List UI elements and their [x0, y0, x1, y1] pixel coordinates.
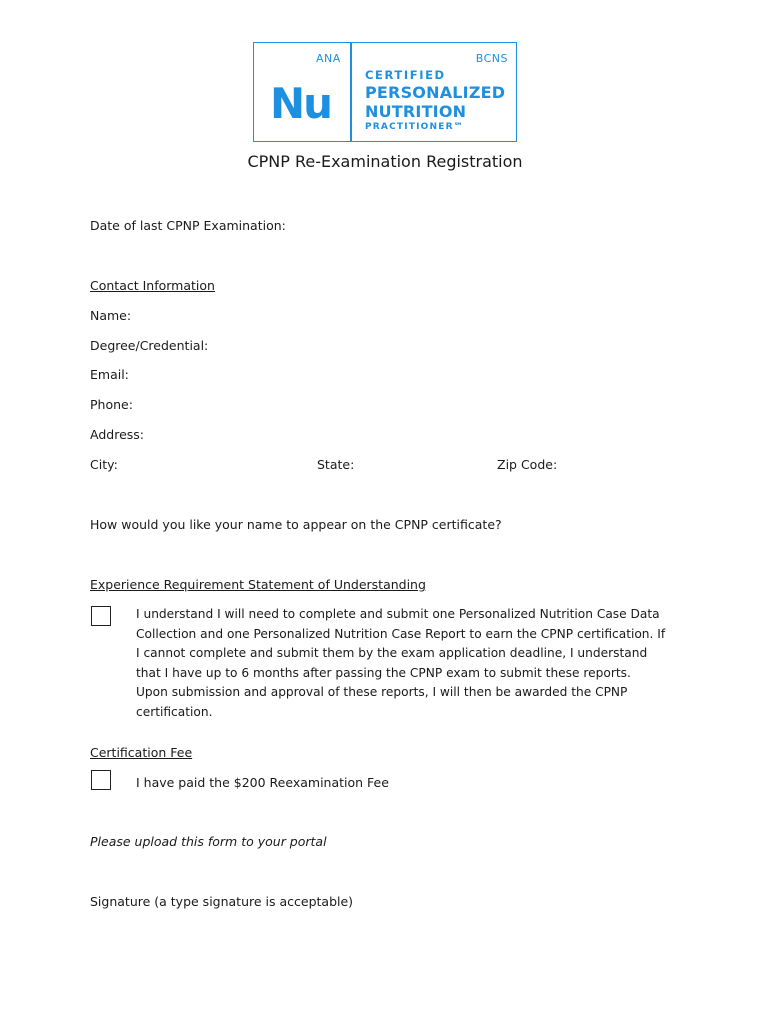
- logo-bcns: BCNS: [475, 52, 508, 65]
- logo-practitioner: PRACTITIONER℠: [365, 122, 465, 132]
- experience-understanding-checkbox[interactable]: [91, 606, 111, 626]
- certificate-name-question: How would you like your name to appear on the CPNP certificate?: [90, 517, 502, 532]
- signature-label: Signature (a type signature is acceptable): [90, 894, 354, 909]
- upload-note: Please upload this form to your portal: [90, 834, 327, 849]
- certification-fee-heading: Certification Fee: [90, 745, 193, 760]
- degree-credential-label: Degree/Credential:: [90, 338, 209, 353]
- name-label: Name:: [90, 308, 132, 323]
- logo-personalized: PERSONALIZED: [365, 83, 506, 102]
- phone-label: Phone:: [90, 397, 133, 412]
- zip-code-label: Zip Code:: [497, 457, 558, 472]
- fee-paid-statement: I have paid the $200 Reexamination Fee: [136, 775, 389, 790]
- form-title: CPNP Re-Examination Registration: [247, 152, 523, 171]
- logo-ana: ANA: [316, 52, 341, 65]
- cpnp-logo: [253, 42, 517, 142]
- logo-divider: [350, 43, 352, 141]
- last-exam-date-label: Date of last CPNP Examination:: [90, 218, 286, 233]
- email-label: Email:: [90, 367, 129, 382]
- contact-info-heading: Contact Information: [90, 278, 215, 293]
- logo-nutrition: NUTRITION: [365, 102, 467, 121]
- experience-heading: Experience Requirement Statement of Understanding: [90, 577, 426, 592]
- city-label: City:: [90, 457, 118, 472]
- address-label: Address:: [90, 427, 144, 442]
- fee-paid-checkbox[interactable]: [91, 770, 111, 790]
- logo-nu-symbol: Nu: [270, 79, 332, 128]
- state-label: State:: [317, 457, 355, 472]
- logo-certified: CERTIFIED: [365, 68, 446, 82]
- experience-statement: I understand I will need to complete and submit one Personalized Nutrition Case Data Collection and one Personalized Nutrition Case Report to earn the CPNP certification. If I cannot complete and submit them by the exam application deadline, I understand that I have up to 6 months after passing the CPNP exam to submit these reports. Upon submission and approval of these reports, I will then be awarded the CPNP certification.: [136, 607, 666, 719]
